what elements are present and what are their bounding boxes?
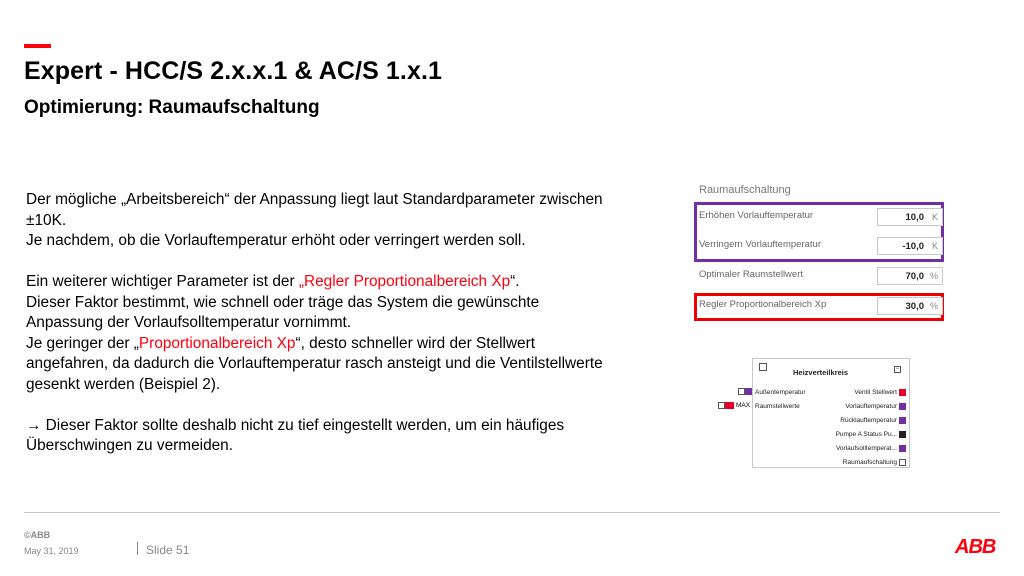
input-expand-icon[interactable] — [738, 388, 745, 395]
output-label: Pumpe A Status Pu... — [835, 431, 897, 438]
slide-number: Slide 51 — [146, 543, 190, 557]
param-value: 70,0 — [905, 271, 924, 282]
paragraph-gap — [26, 395, 686, 416]
footer-separator — [137, 542, 138, 555]
text-line — [26, 416, 686, 437]
highlight-parameter-name: „Regler Proportionalbereich Xp — [298, 273, 511, 290]
text-span: “. — [510, 273, 520, 290]
footer-date: May 31, 2019 — [24, 546, 79, 556]
block-title: Heizverteilkreis — [793, 368, 849, 377]
param-unit: % — [929, 301, 938, 311]
footer-divider — [24, 512, 1000, 513]
param-value: 30,0 — [905, 301, 924, 312]
output-port[interactable] — [899, 445, 906, 452]
param-row-proportionalbereich — [699, 297, 939, 317]
param-input[interactable] — [877, 297, 943, 315]
input-raumstellwerte: Raumstellwerte — [755, 403, 800, 410]
text-line: Dieser Faktor bestimmt, wie schnell oder träge das System die gewünschte — [26, 293, 540, 311]
text-line: Überschwingen zu vermeiden. — [26, 437, 234, 454]
output-label: Raumaufschaltung — [842, 459, 897, 466]
param-label: Regler Proportionalbereich Xp — [699, 299, 827, 310]
input-port[interactable] — [745, 388, 752, 395]
max-label: MAX — [736, 402, 751, 409]
param-row-verringern — [699, 237, 939, 257]
param-input[interactable] — [877, 208, 943, 226]
output-label: Rücklauftemperatur — [840, 417, 897, 424]
text-line: angefahren, da dadurch die Vorlauftemperatur rasch ansteigt und die Ventilstellwerte — [26, 355, 603, 372]
output-label: Vorlaufsolltemperat... — [835, 445, 897, 452]
slide-subtitle: Optimierung: Raumaufschaltung — [24, 97, 320, 118]
param-input[interactable] — [877, 267, 943, 285]
raumaufschaltung-panel — [694, 180, 950, 320]
text-span: Je geringer der „ — [26, 334, 139, 352]
slide-title: Expert - HCC/S 2.x.x.1 & AC/S 1.x.1 — [24, 57, 443, 85]
output-port[interactable] — [899, 417, 906, 424]
output-port[interactable] — [899, 431, 906, 438]
param-label: Erhöhen Vorlauftemperatur — [699, 210, 814, 221]
panel-title: Raumaufschaltung — [699, 184, 791, 196]
output-label: Vorlauftemperatur — [845, 403, 897, 410]
copyright: ©ABB — [24, 530, 51, 540]
arrow-right-icon: → — [26, 416, 42, 434]
text-span: “, desto schneller wird der Stellwert — [295, 334, 536, 352]
input-aussentemperatur: Außentemperatur — [755, 389, 806, 396]
text-span: Ein weiterer wichtiger Parameter ist der — [26, 273, 299, 290]
heizverteilkreis-block[interactable] — [752, 358, 910, 468]
text-line: Anpassung der Vorlaufsolltemperatur vornimmt. — [26, 314, 352, 331]
text-span: Dieser Faktor sollte deshalb nicht zu tief eingestellt werden, um ein häufiges — [41, 416, 565, 434]
param-label: Optimaler Raumstellwert — [699, 269, 803, 280]
text-line: gesenkt werden (Beispiel 2). — [26, 375, 221, 393]
block-settings-icon[interactable] — [759, 363, 767, 371]
paragraph-gap — [26, 252, 686, 273]
input-port[interactable] — [725, 402, 734, 409]
param-unit: K — [931, 241, 938, 251]
text-line: Je nachdem, ob die Vorlauftemperatur erhöht oder verringert werden soll. — [26, 232, 526, 249]
input-expand-icon[interactable] — [718, 402, 725, 409]
param-row-optimaler-raumstellwert — [699, 267, 939, 287]
output-port[interactable] — [899, 459, 906, 466]
param-value: -10,0 — [902, 241, 924, 252]
highlight-parameter-name: Proportionalbereich Xp — [138, 334, 296, 352]
output-port[interactable] — [899, 403, 906, 410]
text-line: ±10K. — [26, 211, 67, 229]
param-label: Verringern Vorlauftemperatur — [699, 239, 821, 250]
title-accent-bar — [24, 44, 51, 48]
param-unit: % — [929, 271, 938, 281]
param-row-erhoehen — [699, 208, 939, 228]
collapse-icon[interactable]: − — [895, 366, 900, 372]
text-line: Der mögliche „Arbeitsbereich“ der Anpassung liegt laut Standardparameter zwischen — [26, 191, 603, 208]
abb-logo: ABB — [955, 536, 996, 558]
param-value: 10,0 — [905, 212, 924, 223]
text-line — [26, 334, 686, 355]
text-line — [26, 272, 686, 293]
body-text — [26, 190, 686, 457]
output-port[interactable] — [899, 389, 906, 396]
param-unit: K — [931, 212, 938, 222]
param-input[interactable] — [877, 237, 943, 255]
output-label: Ventil Stellwert — [854, 389, 897, 396]
